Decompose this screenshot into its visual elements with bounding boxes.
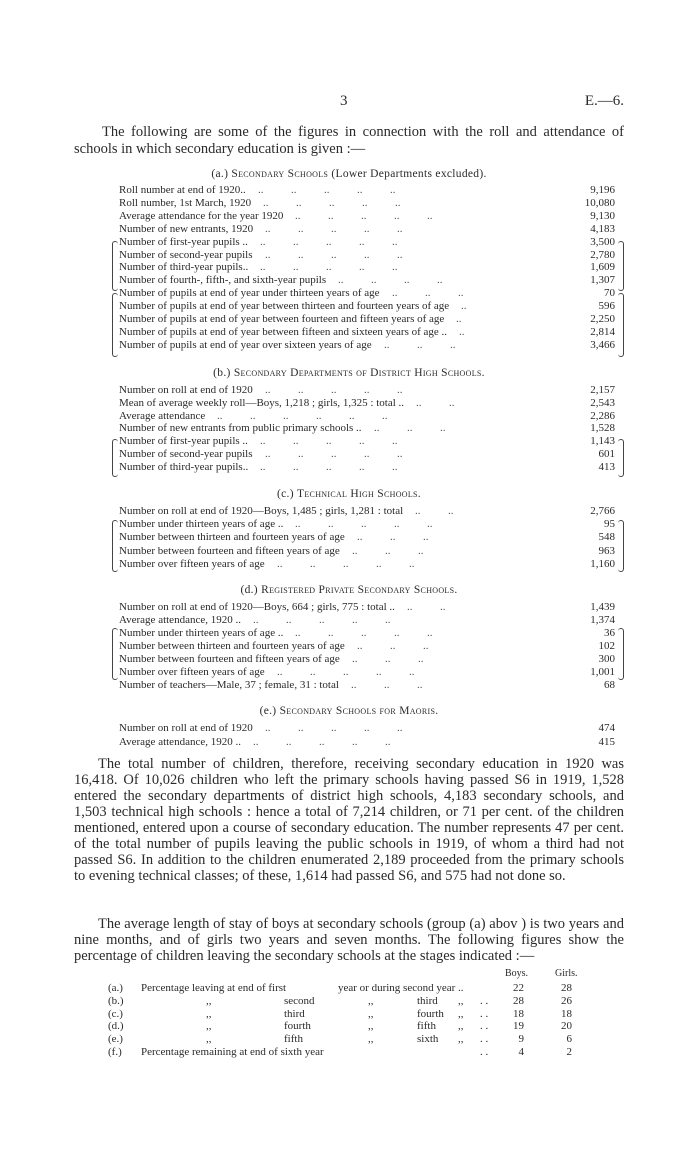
row-label: Average attendance for the year 1920	[119, 209, 284, 222]
table-row	[108, 1020, 578, 1032]
row-label: Number between fourteen and fifteen years of age	[119, 653, 340, 665]
row-value: 2,780	[590, 248, 615, 261]
row-value: 9,130	[590, 209, 615, 222]
table-row	[119, 223, 615, 236]
ditto-mark: ,,	[206, 1033, 212, 1046]
row-value: 95	[604, 518, 615, 531]
summary-paragraph: The total number of children, therefore, receiving secondary education in 1920 was 16,418. Of 10,026 children who left the primary schools having passed S6 in 1919, 1,528 entered the secondary departments of district high schools, 4,183 secondary schools, and 1,503 technical high schools : hence a total of 7,214 children, or 71 per cent. of the children mentioned, entered upon a course of secondary education. The number represents 47 per cent. of the total number of pupils leaving the public schools in 1919, of whom a third had not passed S6. In addition to the children enumerated 2,189 proceeded from the primary schools to evening technical classes; of these, 1,614 had passed S6, and 575 had not done so.	[74, 756, 624, 884]
row-value: 1,001	[590, 666, 615, 678]
ditto-mark: ,,	[368, 1007, 374, 1020]
boys-value: 22	[513, 982, 524, 994]
table-row	[119, 518, 615, 531]
right-brace	[618, 241, 624, 291]
leader-dots: . .	[480, 1007, 489, 1020]
row-text: year or during second year ..	[338, 982, 464, 994]
ditto-mark: ,,	[458, 1033, 464, 1046]
leader-dots: .. .. .. .. ..	[253, 614, 391, 626]
row-value: 415	[598, 736, 615, 748]
table-row	[119, 339, 615, 352]
row-value: 601	[598, 448, 615, 460]
row-text: fifth	[284, 1033, 303, 1046]
table-row	[119, 722, 615, 735]
row-label: Number on roll at end of 1920	[119, 384, 253, 396]
table-row	[119, 545, 615, 558]
row-value: 2,766	[590, 505, 615, 517]
girls-value: 26	[561, 994, 572, 1007]
row-value: 68	[604, 679, 615, 691]
row-text: Percentage leaving at end of first	[141, 982, 287, 994]
table-row	[119, 601, 615, 614]
table-row	[119, 249, 615, 262]
section-title: Secondary Departments of District High Schools.	[233, 367, 485, 379]
row-value: 474	[598, 722, 615, 734]
leader-dots: .. .. ..	[352, 544, 424, 557]
leader-dots: .. ..	[407, 601, 446, 613]
row-text: second	[284, 994, 315, 1007]
girls-value: 2	[566, 1046, 572, 1058]
row-value: 102	[598, 640, 615, 652]
boys-value: 18	[513, 1007, 524, 1020]
section-letter: (e.)	[259, 705, 277, 717]
row-value: 596	[598, 300, 615, 313]
left-brace	[112, 241, 118, 291]
girls-value: 20	[561, 1020, 572, 1033]
length-of-stay-paragraph: The average length of stay of boys at secondary schools (group (a) abov ) is two years and nine months, and of girls two years and seven months. The following figures show the percentage of children leaving the secondary schools at the stages indicated :—	[74, 916, 624, 964]
row-label: Number of first-year pupils ..	[119, 435, 248, 448]
table-row	[119, 627, 615, 640]
row-label: Number of pupils at end of year between thirteen and fourteen years of age	[119, 300, 450, 313]
document-reference: E.—6.	[584, 93, 624, 109]
section-b-heading	[74, 367, 624, 379]
row-label: Number of second-year pupils	[119, 448, 253, 460]
leader-dots: .. .. ..	[392, 287, 464, 300]
table-row	[119, 197, 615, 210]
leader-dots: .. .. .. .. ..	[260, 261, 398, 274]
right-brace	[618, 628, 624, 680]
table-row	[119, 184, 615, 197]
table-row	[119, 287, 615, 300]
row-value: 2,814	[590, 325, 615, 338]
left-brace	[112, 520, 118, 572]
left-brace	[112, 293, 118, 357]
section-title: Secondary Schools for Maoris.	[279, 705, 439, 717]
left-brace	[112, 628, 118, 680]
row-value: 2,250	[590, 313, 615, 325]
row-label: Number between fourteen and fifteen years of age	[119, 544, 340, 557]
table-row	[119, 326, 615, 339]
row-text: third	[417, 994, 438, 1007]
section-title: Technical High Schools.	[297, 488, 421, 500]
table-row	[108, 1033, 578, 1045]
row-value: 1,307	[590, 274, 615, 287]
row-text: sixth	[417, 1033, 439, 1046]
leader-dots: .. .. .. .. ..	[277, 557, 415, 570]
row-label: Mean of average weekly roll—Boys, 1,218 ; girls, 1,325 : total ..	[119, 396, 405, 409]
leader-dots: .. .. .. .. ..	[295, 627, 433, 639]
leader-dots: .. .. .. ..	[338, 274, 443, 287]
leader-dots: .. .. .. .. ..	[260, 235, 398, 248]
ditto-mark: ,,	[206, 1007, 212, 1020]
row-label: Number of third-year pupils..	[119, 261, 249, 274]
table-row	[119, 666, 615, 679]
row-label: Number of first-year pupils ..	[119, 235, 248, 248]
leader-dots: ..	[456, 313, 462, 325]
leader-dots: .. .. ..	[351, 679, 423, 691]
leader-dots: .. .. .. .. .. ..	[217, 409, 388, 422]
row-value: 300	[598, 653, 615, 665]
table-row	[108, 1008, 578, 1020]
section-letter: (a.)	[211, 168, 229, 180]
row-value: 2,286	[590, 409, 615, 422]
boys-value: 9	[518, 1033, 524, 1046]
table-row	[119, 384, 615, 397]
section-letter: (c.)	[277, 488, 294, 500]
ditto-mark: ,,	[368, 994, 374, 1007]
leader-dots: . .	[480, 1033, 489, 1046]
row-label: Number under thirteen years of age ..	[119, 627, 284, 639]
girls-value: 18	[561, 1007, 572, 1020]
row-label: Number on roll at end of 1920—Boys, 1,485 ; girls, 1,281 : total	[119, 505, 404, 517]
table-row	[119, 640, 615, 653]
table-row	[119, 410, 615, 423]
leader-dots: .. .. .. .. ..	[277, 666, 415, 678]
leader-dots: .. ..	[415, 505, 454, 517]
table-row	[119, 614, 615, 627]
left-brace	[112, 439, 118, 477]
leader-dots: .. .. .. .. ..	[265, 384, 403, 396]
row-text: fourth	[284, 1020, 311, 1033]
leader-dots: .. .. .. .. ..	[265, 248, 403, 261]
girls-value: 6	[566, 1033, 572, 1046]
row-value: 3,500	[590, 235, 615, 248]
row-label: Number of pupils at end of year under thirteen years of age	[119, 287, 380, 300]
row-value: 2,157	[590, 384, 615, 396]
row-label: Number between thirteen and fourteen years of age	[119, 640, 345, 652]
leader-dots: .. .. .. .. ..	[265, 448, 403, 460]
row-value: 1,160	[590, 557, 615, 570]
leader-dots: .. .. .. .. ..	[263, 196, 401, 209]
row-value: 963	[598, 544, 615, 557]
table-row	[119, 736, 615, 749]
ditto-mark: ,,	[368, 1020, 374, 1033]
leader-dots: .. .. .. .. ..	[295, 209, 433, 222]
leader-dots: .. .. ..	[384, 338, 456, 351]
table-row	[119, 435, 615, 448]
row-label: Number over fifteen years of age	[119, 557, 265, 570]
leader-dots: .. .. ..	[357, 531, 429, 544]
column-header-girls: Girls.	[555, 968, 578, 979]
leader-dots: .. .. .. .. ..	[295, 518, 433, 531]
boys-value: 28	[513, 994, 524, 1007]
table-row	[119, 653, 615, 666]
row-value: 413	[598, 460, 615, 473]
row-label: Number of new entrants, 1920	[119, 222, 254, 235]
row-label: Number on roll at end of 1920—Boys, 664 ; girls, 775 : total ..	[119, 601, 395, 613]
row-label: Number of second-year pupils	[119, 248, 253, 261]
section-letter: (d.)	[240, 584, 258, 596]
ditto-mark: ,,	[368, 1033, 374, 1046]
table-row	[119, 558, 615, 571]
row-value: 1,439	[590, 601, 615, 613]
ditto-mark: ,,	[206, 1020, 212, 1033]
table-row	[119, 461, 615, 474]
row-value: 4,183	[590, 222, 615, 235]
right-brace	[618, 293, 624, 357]
leader-dots: . .	[480, 1020, 489, 1033]
row-label: Number of pupils at end of year over sixteen years of age	[119, 338, 372, 351]
section-c-heading	[74, 488, 624, 500]
leader-dots: .. .. ..	[374, 422, 446, 435]
row-label: Number between thirteen and fourteen years of age	[119, 531, 345, 544]
table-row	[108, 982, 578, 994]
section-e-heading	[74, 705, 624, 717]
table-row	[108, 995, 578, 1007]
section-title: Registered Private Secondary Schools.	[261, 584, 458, 596]
row-label: Roll number at end of 1920..	[119, 184, 246, 196]
row-key: (b.)	[108, 994, 124, 1007]
intro-paragraph: The following are some of the figures in connection with the roll and attendance of schools in which secondary education is given :—	[74, 124, 624, 157]
leader-dots: ..	[461, 300, 467, 313]
row-label: Number on roll at end of 1920	[119, 722, 253, 734]
leader-dots: .. .. .. .. ..	[260, 460, 398, 473]
leader-dots: .. .. .. .. ..	[253, 736, 391, 748]
column-header-boys: Boys.	[505, 968, 529, 979]
row-text: Percentage remaining at end of sixth year	[141, 1046, 324, 1058]
ditto-mark: ,,	[206, 994, 212, 1007]
ditto-mark: ,,	[458, 1007, 464, 1020]
right-brace	[618, 520, 624, 572]
boys-value: 4	[518, 1046, 524, 1058]
section-title: Secondary Schools	[231, 168, 329, 180]
table-row	[119, 679, 615, 692]
table-row	[119, 300, 615, 313]
section-subtitle: (Lower Departments excluded).	[331, 168, 487, 180]
leader-dots: .. .. .. .. ..	[258, 184, 396, 196]
row-value: 1,143	[590, 435, 615, 448]
row-label: Number of pupils at end of year between fourteen and fifteen years of age	[119, 313, 445, 325]
row-value: 1,609	[590, 261, 615, 274]
table-row	[119, 397, 615, 410]
table-row	[119, 448, 615, 461]
section-d-heading	[74, 584, 624, 596]
ditto-mark: ,,	[458, 1020, 464, 1033]
row-text: third	[284, 1007, 305, 1020]
row-text: fifth	[417, 1020, 436, 1033]
row-label: Roll number, 1st March, 1920	[119, 196, 252, 209]
table-row	[119, 274, 615, 287]
table-row	[119, 210, 615, 223]
leader-dots: . .	[480, 994, 489, 1007]
leader-dots: .. .. .. .. ..	[260, 435, 398, 448]
table-row	[108, 1046, 578, 1058]
boys-value: 19	[513, 1020, 524, 1033]
row-value: 9,196	[590, 184, 615, 196]
row-label: Average attendance, 1920 ..	[119, 736, 241, 748]
row-key: (d.)	[108, 1020, 124, 1033]
right-brace	[618, 439, 624, 477]
row-label: Number of pupils at end of year between fifteen and sixteen years of age ..	[119, 325, 448, 338]
leader-dots: ..	[459, 325, 465, 338]
row-label: Number of fourth-, fifth-, and sixth-year pupils	[119, 274, 327, 287]
section-a-heading	[74, 168, 624, 180]
row-label: Number of teachers—Male, 37 ; female, 31 : total	[119, 679, 339, 691]
table-row	[119, 261, 615, 274]
row-value: 1,374	[590, 614, 615, 626]
row-value: 2,543	[590, 396, 615, 409]
row-label: Number of new entrants from public primary schools ..	[119, 422, 362, 435]
leader-dots: .. .. .. .. ..	[265, 722, 403, 734]
table-row	[119, 531, 615, 544]
table-row	[119, 236, 615, 249]
leader-dots: .. ..	[416, 396, 455, 409]
leader-dots: .. .. .. .. ..	[265, 222, 403, 235]
table-row	[119, 313, 615, 326]
row-key: (e.)	[108, 1033, 123, 1046]
leader-dots: .. .. ..	[357, 640, 429, 652]
row-key: (c.)	[108, 1007, 123, 1020]
row-value: 3,466	[590, 338, 615, 351]
ditto-mark: ,,	[458, 994, 464, 1007]
girls-value: 28	[561, 982, 572, 994]
row-value: 10,080	[584, 196, 615, 209]
row-key: (f.)	[108, 1046, 122, 1058]
row-label: Number under thirteen years of age ..	[119, 518, 284, 531]
table-row	[119, 505, 615, 518]
row-value: 1,528	[590, 422, 615, 435]
leader-dots: . .	[480, 1046, 489, 1058]
page-header	[0, 93, 700, 115]
row-text: fourth	[417, 1007, 444, 1020]
row-label: Average attendance	[119, 409, 206, 422]
table-row	[119, 422, 615, 435]
page-number: 3	[340, 93, 348, 109]
row-value: 548	[598, 531, 615, 544]
row-value: 36	[604, 627, 615, 639]
row-value: 70	[604, 287, 615, 300]
row-key: (a.)	[108, 982, 123, 994]
row-label: Number over fifteen years of age	[119, 666, 265, 678]
row-label: Number of third-year pupils..	[119, 460, 249, 473]
leader-dots: .. .. ..	[352, 653, 424, 665]
row-label: Average attendance, 1920 ..	[119, 614, 241, 626]
section-letter: (b.)	[213, 367, 231, 379]
